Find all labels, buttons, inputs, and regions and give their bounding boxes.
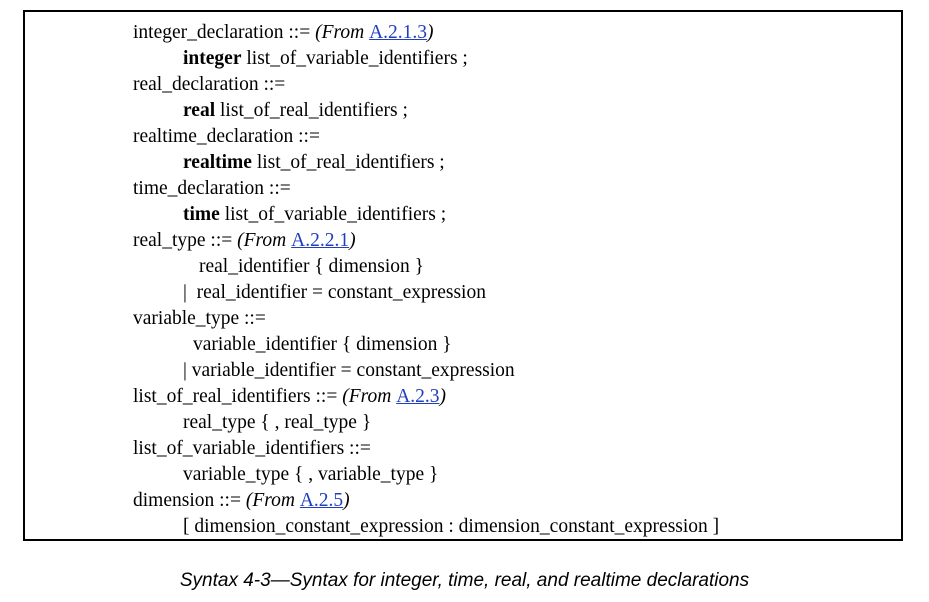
from-note: (From A.2.3): [342, 386, 447, 407]
rhs-text: list_of_variable_identifiers ;: [219, 204, 447, 225]
rule-alternative: real_identifier { dimension }: [199, 256, 425, 277]
lhs-text: realtime_declaration ::=: [133, 126, 320, 147]
syntax-listing: [133, 20, 719, 540]
from-note: (From A.2.2.1): [237, 230, 356, 251]
xref-link[interactable]: A.2.1.3: [369, 22, 428, 43]
rule-rhs: [133, 202, 719, 228]
lhs-text: real_type ::=: [133, 230, 233, 251]
rule-rhs: variable_type { , variable_type }: [183, 464, 439, 485]
rhs-text: list_of_real_identifiers ;: [251, 152, 445, 173]
rule-lhs-dimension: [133, 488, 719, 514]
keyword: integer: [183, 48, 242, 69]
rule-rhs: [ dimension_constant_expression : dimension_constant_expression ]: [183, 516, 720, 537]
rule-alternative: variable_identifier { dimension }: [193, 334, 452, 355]
keyword: time: [183, 204, 220, 225]
rule-rhs: [133, 46, 719, 72]
keyword: realtime: [183, 152, 252, 173]
keyword: real: [183, 100, 216, 121]
lhs-text: integer_declaration ::=: [133, 22, 311, 43]
rule-alternative: | real_identifier = constant_expression: [183, 282, 486, 303]
syntax-box: [23, 10, 903, 541]
rule-lhs-real-type: [133, 228, 719, 254]
rule-alternative: | variable_identifier = constant_expression: [183, 360, 515, 381]
from-note: (From A.2.5): [245, 490, 350, 511]
lhs-text: list_of_real_identifiers ::=: [133, 386, 338, 407]
rule-lhs-list-of-real-identifiers: [133, 384, 719, 410]
rule-rhs: [133, 98, 719, 124]
xref-link[interactable]: A.2.2.1: [291, 230, 350, 251]
rule-lhs-list-of-variable-identifiers: [133, 436, 719, 462]
rhs-text: list_of_variable_identifiers ;: [241, 48, 468, 69]
rule-lhs-integer-declaration: [133, 20, 719, 46]
rule-lhs-variable-type: [133, 306, 719, 332]
rule-lhs-real-declaration: [133, 72, 719, 98]
rule-lhs-realtime-declaration: [133, 124, 719, 150]
rule-rhs: real_type { , real_type }: [183, 412, 372, 433]
from-note: (From A.2.1.3): [315, 22, 434, 43]
lhs-text: list_of_variable_identifiers ::=: [133, 438, 371, 459]
figure-caption: Syntax 4-3—Syntax for integer, time, real, and realtime declarations: [179, 570, 750, 591]
lhs-text: real_declaration ::=: [133, 74, 286, 95]
rhs-text: list_of_real_identifiers ;: [215, 100, 408, 121]
lhs-text: dimension ::=: [133, 490, 241, 511]
rule-lhs-time-declaration: [133, 176, 719, 202]
rule-rhs: [133, 150, 719, 176]
lhs-text: variable_type ::=: [133, 308, 266, 329]
xref-link[interactable]: A.2.3: [396, 386, 440, 407]
lhs-text: time_declaration ::=: [133, 178, 291, 199]
xref-link[interactable]: A.2.5: [299, 490, 344, 511]
